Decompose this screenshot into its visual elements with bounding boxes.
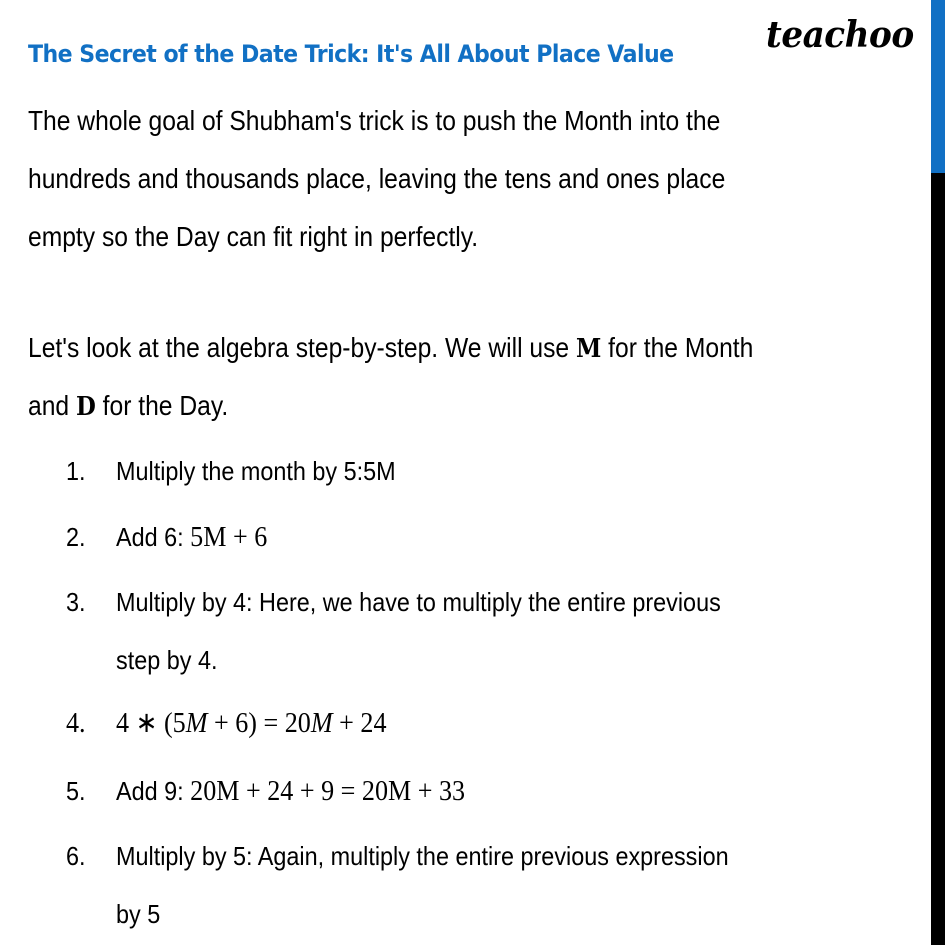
step-number: 5. [66, 776, 86, 806]
page-title: The Secret of the Date Trick: It's All About Place Value [28, 40, 674, 68]
intro-line-2: hundreds and thousands place, leaving the tens and ones place [28, 163, 726, 194]
variables-line-1 [28, 331, 753, 366]
variables-text-post-2: for the Day. [95, 390, 229, 421]
step-number: 4. [66, 707, 86, 739]
variables-text-post: for the Month [601, 332, 754, 363]
math-var-m: M [310, 707, 333, 739]
step-label: Add 9: [116, 776, 191, 806]
variables-line-2 [28, 389, 228, 424]
side-dark-bar [931, 173, 945, 945]
teachoo-logo: teachoo [766, 14, 914, 56]
math-part: + 6) = 20 [207, 707, 311, 739]
math-part: + 24 [332, 707, 387, 739]
month-symbol: M [575, 334, 602, 364]
math-var-m: M [185, 707, 208, 739]
step-number: 2. [66, 522, 86, 552]
math-part: 4 ∗ (5 [116, 707, 186, 739]
step-text: Multiply by 5: Again, multiply the entire previous expression [116, 841, 729, 871]
step-number: 3. [66, 587, 86, 617]
variables-text-pre-2: and [28, 390, 76, 421]
day-symbol: D [75, 392, 96, 422]
step-continuation: by 5 [116, 899, 161, 929]
step-continuation: step by 4. [116, 645, 218, 675]
step-number: 1. [66, 456, 86, 486]
step-number: 6. [66, 841, 86, 871]
step-label: Add 6: [116, 522, 191, 552]
step-text: Multiply by 4: Here, we have to multiply the entire previous [116, 587, 721, 617]
intro-line-3: empty so the Day can fit right in perfectly. [28, 221, 479, 252]
step-math: 5M + 6 [190, 521, 268, 553]
step-text: Multiply the month by 5:5M [116, 456, 396, 486]
step-text [116, 520, 267, 554]
step-math: 20M + 24 + 9 = 20M + 33 [190, 775, 466, 807]
variables-text-pre: Let's look at the algebra step-by-step. We will use [28, 332, 576, 363]
side-accent-bar [931, 0, 945, 173]
step-math [116, 706, 386, 740]
step-text [116, 774, 465, 808]
intro-line-1: The whole goal of Shubham's trick is to push the Month into the [28, 105, 721, 136]
